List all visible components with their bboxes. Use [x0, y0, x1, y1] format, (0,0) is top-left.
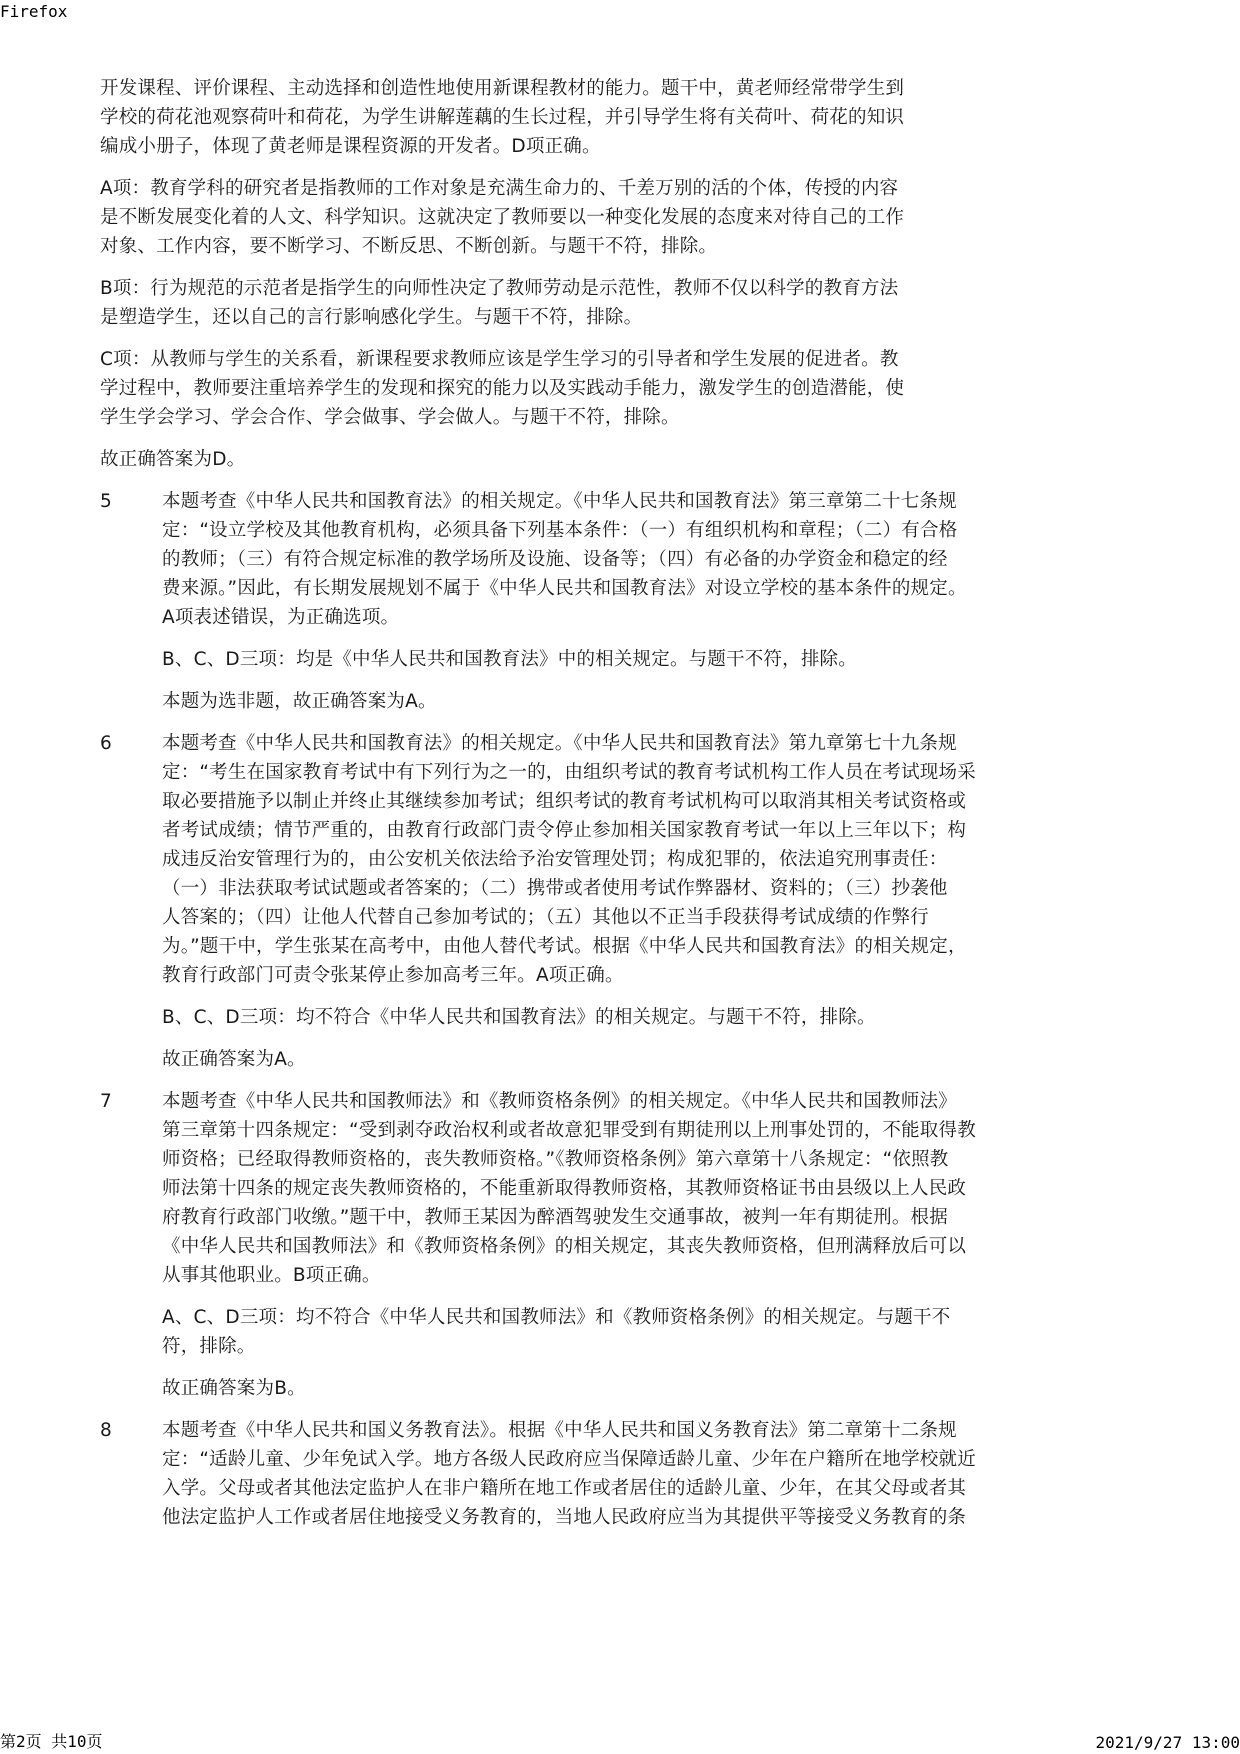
explanation-paragraph: [162, 1087, 1110, 1290]
text-line: 学生学会学习、学会合作、学会做事、学会做人。与题干不符，排除。: [100, 407, 680, 428]
text-line: 为。”题干中，学生张某在高考中，由他人替代考试。根据《中华人民共和国教育法》的相关规定，: [162, 936, 967, 957]
question-number: 6: [100, 733, 112, 754]
text-line: 教育行政部门可责令张某停止参加高考三年。A项正确。: [162, 965, 624, 986]
explanation-paragraph: [162, 729, 1110, 990]
text-line: 本题考查《中华人民共和国教育法》的相关规定。《中华人民共和国教育法》第九章第七十九条规: [162, 733, 957, 754]
question-explanation: [100, 487, 1110, 716]
text-line: B、C、D三项：均不符合《中华人民共和国教育法》的相关规定。与题干不符，排除。: [162, 1007, 876, 1028]
text-line: 取必要措施予以制止并终止其继续参加考试；组织考试的教育考试机构可以取消其相关考试资格或: [162, 791, 967, 812]
text-line: 府教育行政部门收缴。”题干中，教师王某因为醉酒驾驶发生交通事故，被判一年有期徒刑。根据: [162, 1207, 948, 1228]
text-line: 的教师；（三）有符合规定标准的教学场所及设施、设备等；（四）有必备的办学资金和稳定的经: [162, 549, 948, 570]
question-explanation: [100, 1416, 1110, 1532]
question-number: 5: [100, 491, 112, 512]
text-line: 符，排除。: [162, 1336, 256, 1357]
explanation-paragraph: [162, 1303, 1110, 1361]
text-line: A项表述错误，为正确选项。: [162, 607, 400, 628]
text-line: 者考试成绩；情节严重的，由教育行政部门责令停止参加相关国家教育考试一年以上三年以下；构: [162, 820, 967, 841]
text-line: 师法第十四条的规定丧失教师资格的，不能重新取得教师资格，其教师资格证书由县级以上人民政: [162, 1178, 967, 1199]
text-line: 《中华人民共和国教师法》和《教师资格条例》的相关规定，其丧失教师资格，但刑满释放后可以: [162, 1236, 967, 1257]
text-line: 故正确答案为A。: [162, 1049, 306, 1070]
text-line: C项：从教师与学生的关系看，新课程要求教师应该是学生学习的引导者和学生发展的促进者。教: [100, 349, 899, 370]
text-line: 本题考查《中华人民共和国教师法》和《教师资格条例》的相关规定。《中华人民共和国教师法》: [162, 1091, 957, 1112]
browser-title: Firefox: [0, 2, 68, 21]
text-line: 从事其他职业。B项正确。: [162, 1265, 381, 1286]
text-line: 编成小册子，体现了黄老师是课程资源的开发者。D项正确。: [100, 136, 601, 157]
text-line: 本题考查《中华人民共和国义务教育法》。根据《中华人民共和国义务教育法》第二章第十二条规: [162, 1420, 957, 1441]
question-number: 7: [100, 1091, 112, 1112]
text-line: B项：行为规范的示范者是指学生的向师性决定了教师劳动是示范性，教师不仅以科学的教育方法: [100, 278, 899, 299]
text-line: 入学。父母或者其他法定监护人在非户籍所在地工作或者居住的适龄儿童、少年，在其父母或者其: [162, 1478, 967, 1499]
question-explanation: [100, 1087, 1110, 1403]
text-line: 费来源。”因此，有长期发展规划不属于《中华人民共和国教育法》对设立学校的基本条件的规定。: [162, 578, 967, 599]
text-line: 学校的荷花池观察荷叶和荷花，为学生讲解莲藕的生长过程，并引导学生将有关荷叶、荷花的知识: [100, 107, 905, 128]
text-line: 人答案的；（四）让他人代替自己参加考试的；（五）其他以不正当手段获得考试成绩的作弊行: [162, 907, 929, 928]
explanation-paragraph: [162, 1045, 1110, 1074]
text-line: 本题考查《中华人民共和国教育法》的相关规定。《中华人民共和国教育法》第三章第二十七条规: [162, 491, 957, 512]
explanation-paragraph: [162, 487, 1110, 632]
question-explanation: [100, 729, 1110, 1074]
explanation-paragraph: [162, 645, 1110, 674]
intro-paragraph: [100, 345, 1110, 432]
explanation-paragraph: [162, 1416, 1110, 1532]
intro-paragraph: [100, 274, 1110, 332]
text-line: A项：教育学科的研究者是指教师的工作对象是充满生命力的、千差万别的活的个体，传授的内容: [100, 178, 899, 199]
question-number: 8: [100, 1420, 112, 1441]
text-line: 是塑造学生，还以自己的言行影响感化学生。与题干不符，排除。: [100, 307, 643, 328]
text-line: 开发课程、评价课程、主动选择和创造性地使用新课程教材的能力。题干中，黄老师经常带学生到: [100, 78, 905, 99]
explanation-paragraph: [162, 687, 1110, 716]
text-line: 定：“适龄儿童、少年免试入学。地方各级人民政府应当保障适龄儿童、少年在户籍所在地学校就近: [162, 1449, 976, 1470]
intro-paragraph: [100, 445, 1110, 474]
text-line: 第三章第十四条规定：“受到剥夺政治权利或者故意犯罪受到有期徒刑以上刑事处罚的，不能取得教: [162, 1120, 976, 1141]
page-indicator: 第2页 共10页: [0, 1732, 103, 1751]
text-line: 成违反治安管理行为的，由公安机关依法给予治安管理处罚；构成犯罪的，依法追究刑事责任：: [162, 849, 948, 870]
document-body: [100, 74, 1110, 1545]
text-line: A、C、D三项：均不符合《中华人民共和国教师法》和《教师资格条例》的相关规定。与题干不: [162, 1307, 951, 1328]
text-line: 对象、工作内容，要不断学习、不断反思、不断创新。与题干不符，排除。: [100, 236, 718, 257]
text-line: 师资格；已经取得教师资格的，丧失教师资格。”《教师资格条例》第六章第十八条规定：“依照教: [162, 1149, 949, 1170]
explanation-paragraph: [162, 1374, 1110, 1403]
text-line: 学过程中，教师要注重培养学生的发现和探究的能力以及实践动手能力，激发学生的创造潜能，使: [100, 378, 905, 399]
print-timestamp: 2021/9/27 13:00: [1095, 1733, 1240, 1752]
text-line: 他法定监护人工作或者居住地接受义务教育的，当地人民政府应当为其提供平等接受义务教育的条: [162, 1507, 967, 1528]
intro-paragraph: [100, 174, 1110, 261]
text-line: （一）非法获取考试试题或者答案的；（二）携带或者使用考试作弊器材、资料的；（三）抄袭他: [162, 878, 948, 899]
intro-paragraph: [100, 74, 1110, 161]
text-line: 定：“考生在国家教育考试中有下列行为之一的，由组织考试的教育考试机构工作人员在考试现场采: [162, 762, 976, 783]
text-line: B、C、D三项：均是《中华人民共和国教育法》中的相关规定。与题干不符，排除。: [162, 649, 857, 670]
text-line: 本题为选非题，故正确答案为A。: [162, 691, 437, 712]
text-line: 是不断发展变化着的人文、科学知识。这就决定了教师要以一种变化发展的态度来对待自己的工作: [100, 207, 905, 228]
explanation-paragraph: [162, 1003, 1110, 1032]
text-line: 定：“设立学校及其他教育机构，必须具备下列基本条件：（一）有组织机构和章程；（二）有合格: [162, 520, 958, 541]
text-line: 故正确答案为D。: [100, 449, 246, 470]
text-line: 故正确答案为B。: [162, 1378, 306, 1399]
